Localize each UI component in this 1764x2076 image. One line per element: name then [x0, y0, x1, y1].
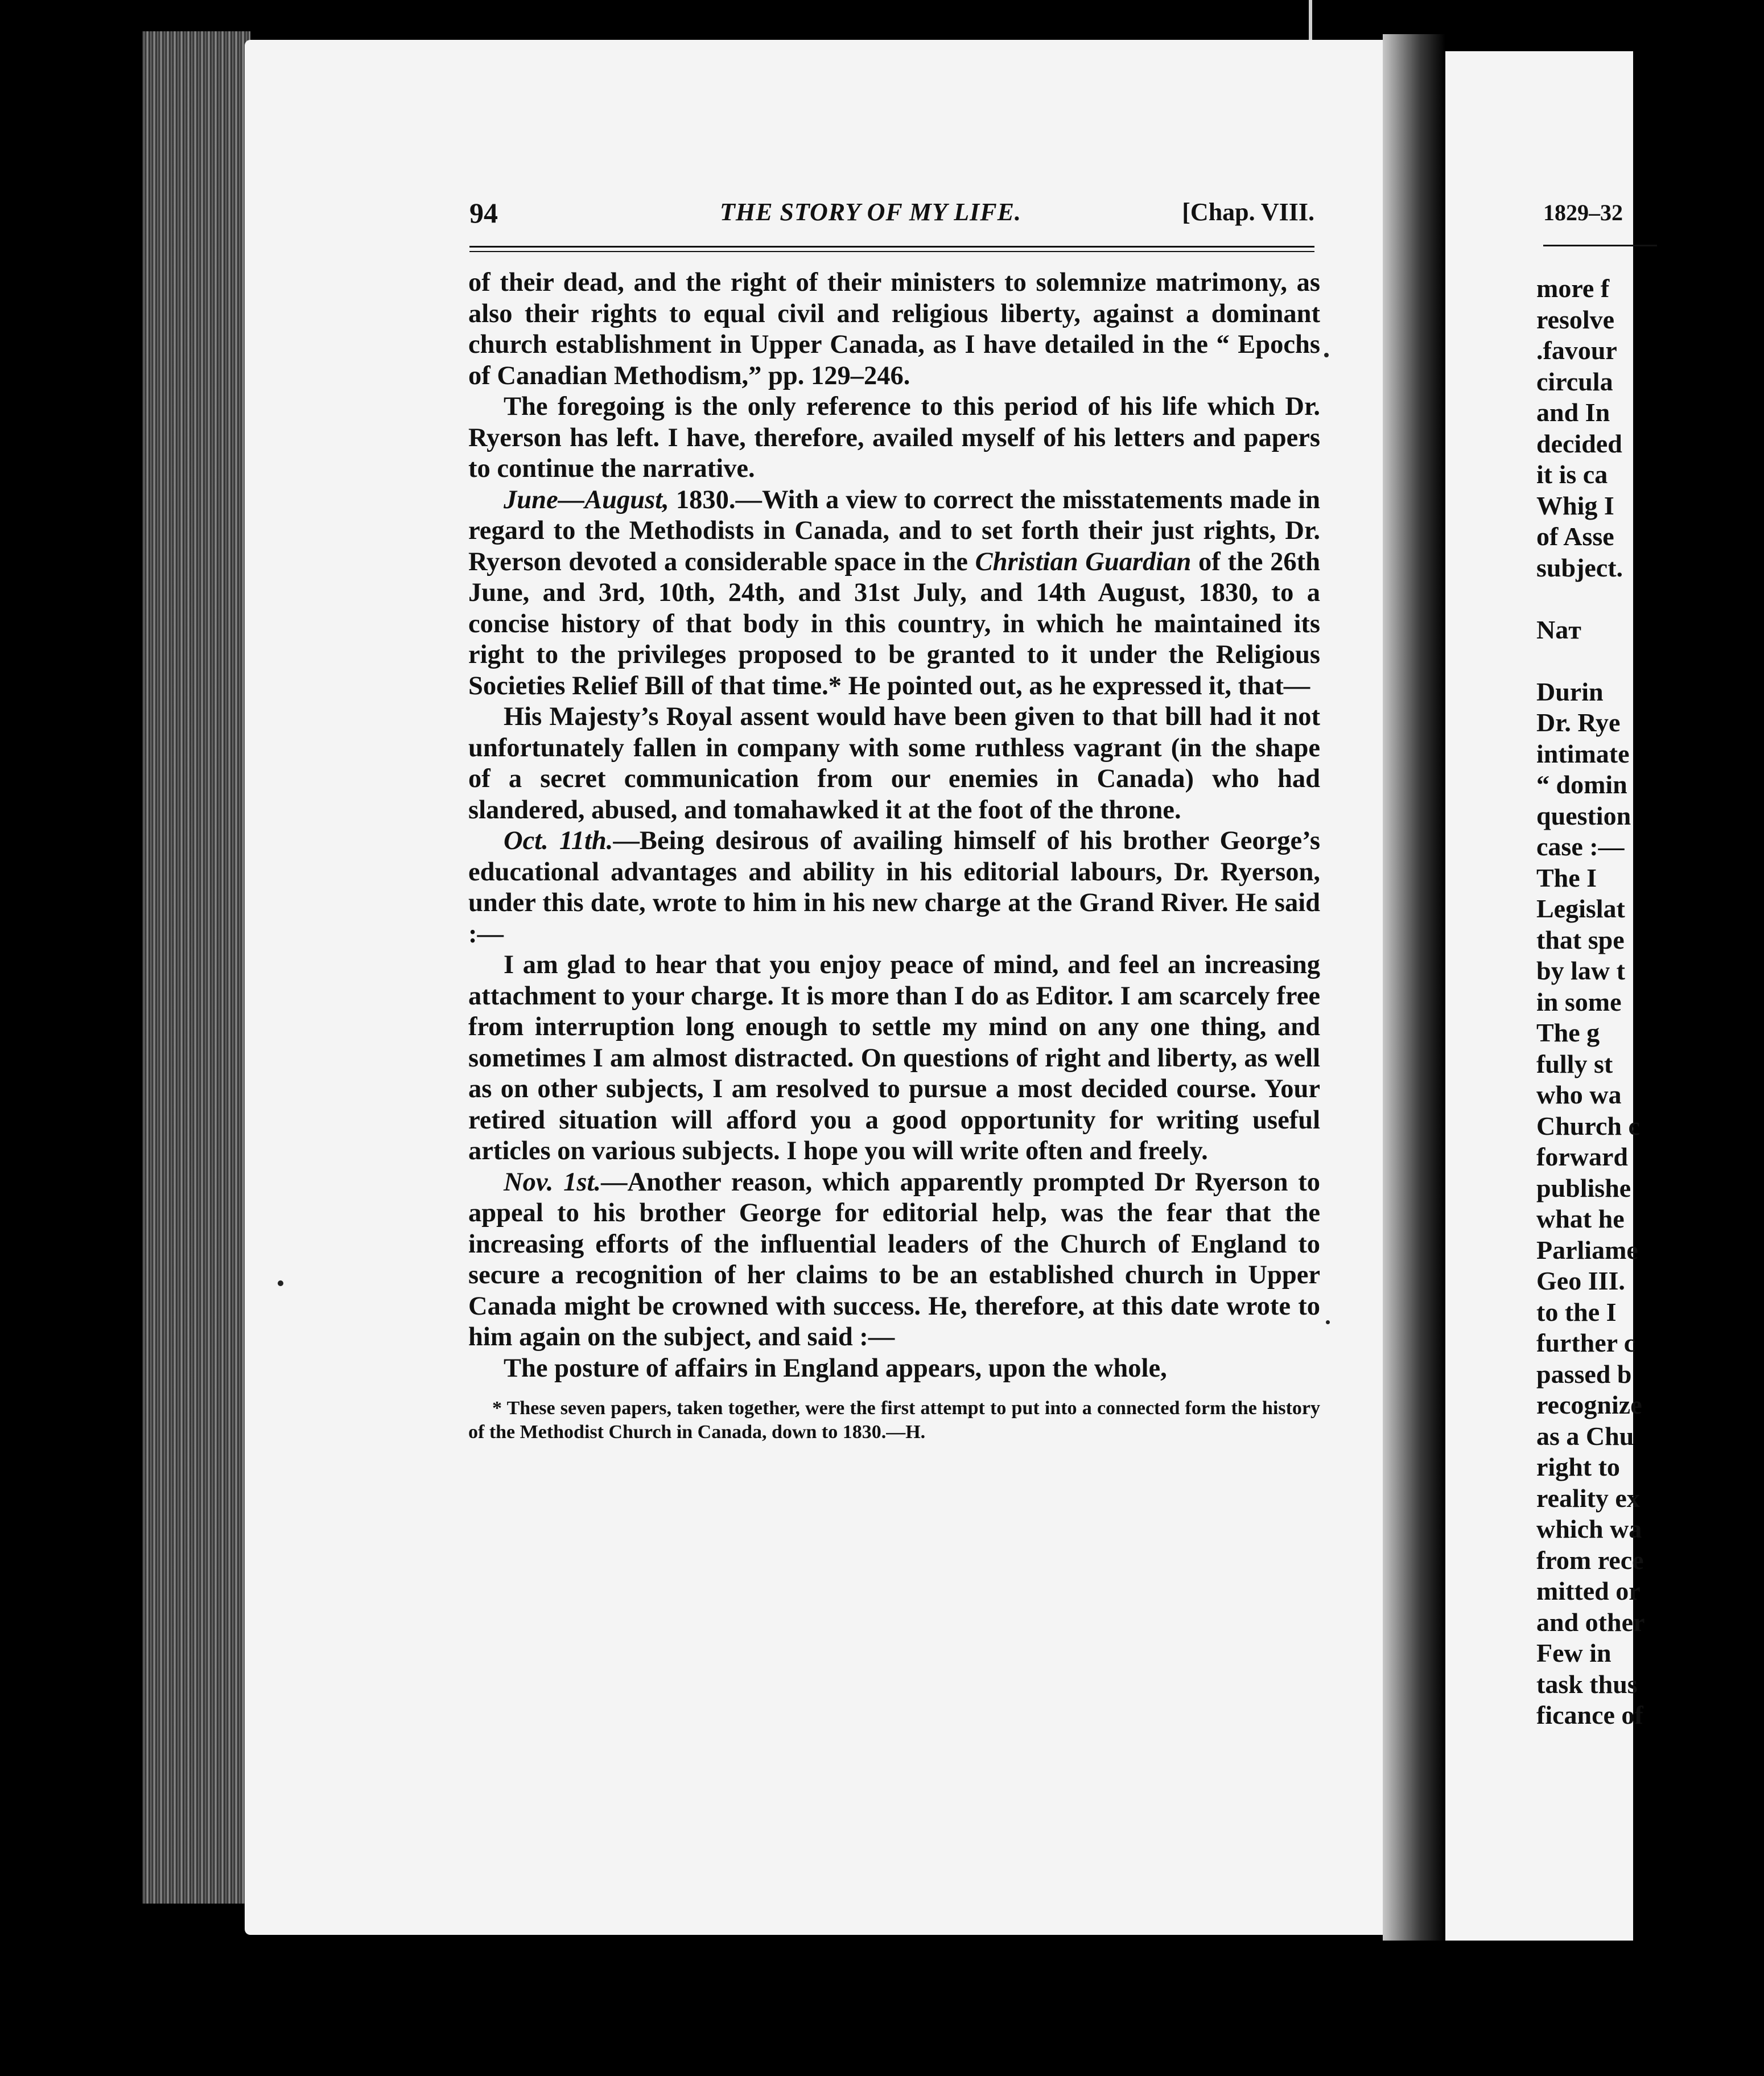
speck [1326, 1320, 1330, 1324]
right-page-line: case :— [1536, 832, 1625, 861]
right-page-line: decided [1536, 429, 1622, 458]
right-page-line: “ domin [1536, 770, 1627, 799]
paragraph-june-august [468, 485, 1320, 702]
paragraph: The foregoing is the only reference to this period of his life which Dr. Ryerson has left. I have, therefore, availed myself of his letters and papers to continue the narrative. [468, 392, 1320, 483]
right-page-line: Legislat [1536, 894, 1625, 923]
chapter-reference: [Chap. VIII. [1182, 198, 1314, 226]
block-quote: The posture of affairs in England appears, upon the whole, [504, 1353, 1167, 1383]
right-page-line: that spe [1536, 925, 1625, 954]
right-page-line: The g [1536, 1018, 1600, 1047]
right-page-line: Dr. Rye [1536, 708, 1621, 737]
right-page-line: subject. [1536, 553, 1623, 582]
right-page-line: Naᴛ [1536, 615, 1581, 644]
body-text [468, 267, 1320, 1444]
right-page-line: Geo III. [1536, 1266, 1625, 1295]
right-page-line: question [1536, 801, 1631, 830]
right-page-line: reality ex [1536, 1483, 1640, 1513]
right-page-line: it is ca [1536, 460, 1608, 489]
right-page-line: as a Chu [1536, 1421, 1634, 1451]
right-page-line: publishe [1536, 1173, 1631, 1202]
entry-date: June—August, [504, 485, 669, 514]
right-page-text [1536, 273, 1764, 1731]
right-page-line: mitted or [1536, 1576, 1641, 1605]
entry-text: —Being desirous of availing himself of his brother George’s educational advantages and ability in his editorial labours, Dr. Ryerson, under this date, wrote to him in his new charge at the Grand River. He said :— [468, 826, 1320, 949]
entry-date: Oct. 11th. [504, 826, 613, 855]
right-header-rule [1543, 245, 1657, 249]
header-rule [469, 246, 1314, 252]
right-page-line: in some [1536, 987, 1622, 1016]
book-gutter [1383, 34, 1445, 1941]
book-fore-edge [142, 31, 250, 1904]
page-number: 94 [469, 197, 498, 229]
right-page-line: task thus [1536, 1669, 1638, 1699]
paragraph: of their dead, and the right of their ministers to solemnize matrimony, as also their rights to equal civil and religious liberty, against a dominant church establishment in Upper Canada, as I have detailed in the “ Epochs of Canadian Methodism,” pp. 129–246. [468, 268, 1320, 390]
right-page-line: .favour [1536, 336, 1617, 365]
right-page-line: by law t [1536, 956, 1625, 985]
right-page-running-head: 1829–32 [1543, 200, 1623, 225]
right-page-line: of Asse [1536, 522, 1614, 551]
entry-text: of the 26th June, and 3rd, 10th, 24th, and 31st July, and 14th August, 1830, to a concise history of that body in this country, in which he maintained its right to the privileges proposed to be granted to it under the Religious Societies Relief Bill of that time.* He pointed out, as he expressed it, that— [468, 547, 1320, 701]
speck [278, 1280, 283, 1286]
right-page-line: circula [1536, 366, 1613, 396]
right-page-line: Whig I [1536, 491, 1614, 520]
running-title: THE STORY OF MY LIFE. [720, 198, 1021, 226]
right-page-line: Church c [1536, 1111, 1640, 1140]
newspaper-title: Christian Guardian [975, 547, 1192, 576]
footnote: * These seven papers, taken together, were the first attempt to put into a connected form the history of the Methodist Church in Canada, down to 1830.—H. [468, 1398, 1320, 1443]
right-page-line: and In [1536, 398, 1610, 427]
right-page-line [1536, 645, 1764, 677]
right-page-line: resolve [1536, 304, 1615, 334]
paragraph-oct-11 [468, 826, 1320, 950]
right-page-line: more f [1536, 274, 1610, 303]
paragraph-nov-1 [468, 1167, 1320, 1353]
entry-date: Nov. 1st. [504, 1167, 601, 1197]
right-page-line: Parliame [1536, 1235, 1638, 1264]
block-quote: I am glad to hear that you enjoy peace of mind, and feel an increasing attachment to your charge. It is more than I do as Editor. I am scarcely free from interruption long enough to settle my mind on any one thing, and sometimes I am almost distracted. On questions of right and liberty, as well as on other subjects, I am resolved to pursue a most decided course. Your retired situation will afford you a good opportunity for writing useful articles on various subjects. I hope you will write often and freely. [468, 950, 1320, 1165]
running-head [469, 196, 1314, 236]
entry-text: —Another reason, which apparently prompted Dr Ryerson to appeal to his brother George for editorial help, was the fear that the increasing efforts of the influential leaders of the Church of England to secure a recognition of her claims to be an established church in Upper Canada might be crowned with success. He, therefore, at this date wrote to him again on the subject, and said :— [468, 1167, 1320, 1352]
right-page-line: Few in [1536, 1638, 1611, 1667]
speck [1324, 353, 1329, 357]
scan-artifact [1309, 0, 1312, 40]
right-page-line: who wa [1536, 1080, 1622, 1109]
right-page-line: fully st [1536, 1049, 1613, 1078]
right-page-line: which wa [1536, 1514, 1642, 1543]
right-page-line: ficance of [1536, 1700, 1643, 1729]
right-page-line: forward [1536, 1142, 1628, 1171]
right-page-line: from rece [1536, 1545, 1644, 1575]
right-page-line: The I [1536, 863, 1597, 892]
right-page-line [1536, 583, 1764, 615]
right-page-line: right to [1536, 1452, 1620, 1481]
right-page-line: and other [1536, 1607, 1645, 1637]
right-page-line: Durin [1536, 677, 1604, 706]
block-quote: His Majesty’s Royal assent would have been given to that bill had it not unfortunately fallen in company with some ruthless vagrant (in the shape of a secret communication from our enemies in Canada) who had slandered, abused, and tomahawked it at the foot of the throne. [468, 702, 1320, 825]
right-page-line: passed b [1536, 1359, 1632, 1389]
right-page-line: to the I [1536, 1297, 1617, 1327]
entry-text: 1830.—With a view to correct the misstatements made in regard to the Methodists in Canada, and to set forth their just rights, Dr. Ryerson devoted a considerable space in the [468, 485, 1320, 576]
right-page-line: recognize [1536, 1390, 1642, 1419]
right-page-line: intimate [1536, 739, 1630, 768]
right-page-line: further c [1536, 1328, 1636, 1357]
right-page-line: what he [1536, 1204, 1625, 1233]
